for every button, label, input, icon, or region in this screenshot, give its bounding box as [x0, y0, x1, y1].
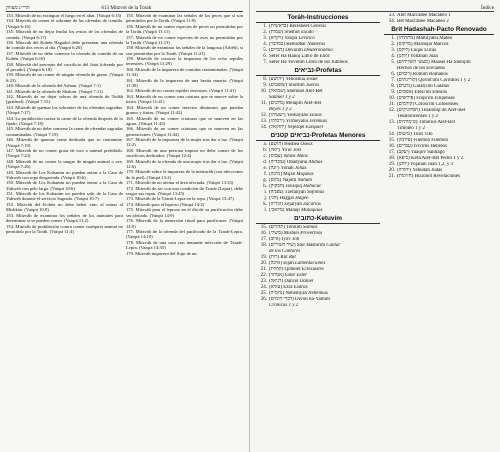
entry-number: 9. [263, 83, 267, 88]
entry-hebrew-name: (אסתר) Ester [269, 273, 297, 278]
entry-number: 20. [260, 261, 267, 266]
entry-number: 18. [388, 156, 395, 161]
mitzvot-column-1 [6, 13, 123, 448]
entry-spanish-name: Amós [296, 154, 308, 159]
entry-spanish-name: Lamentaciones [295, 261, 326, 266]
entry-hebrew-name: (איכה) Eijáh [269, 261, 296, 266]
entry-spanish-name: Miqueas [296, 172, 314, 177]
entry-text: (מתתיהו) Mattityahu Mateo [397, 36, 453, 41]
mitzvah-entry: 159. Mitzváh de conocer la impureza de los ocho reptiles terrestres. (Vaiqrá 11:29) [126, 56, 243, 67]
entry-text: Timoteo 1 y 2 [397, 126, 426, 131]
entry-hebrew-name: (יהושע) Yehoshúa [269, 77, 307, 82]
entry-number: e. [263, 166, 267, 171]
mitzvah-entry: 172. Mitzváh de ser con una condición de Tzarát (Lepra), debe rasgar sus ropas. (Vaiqrá 13:45) [126, 185, 243, 196]
entry-spanish-name: Daniel [299, 279, 314, 284]
entry-number: 17. [260, 237, 267, 242]
entry-number: 10. [260, 89, 267, 94]
entry-spanish-name: Zacarías [303, 202, 321, 207]
entry-number: 21. [260, 267, 267, 272]
mitzvah-entry: 147. Mitzváh de no comer grasa de toro o animal prohibido. (Vaiqrá 7:23) [6, 148, 123, 159]
entry-spanish-name: Samuel 1 y 2 [269, 95, 295, 100]
entry-text: (יוחנן) Yojanan Juan 1,2, y 3 [397, 162, 454, 167]
entry-hebrew-name: (משלי) Mishlei [269, 231, 301, 236]
left-header-title: 613 Mitzvot de la Torah [101, 5, 152, 11]
entry-number: 25. [260, 291, 267, 296]
entry-spanish-name: Deuteronomio [304, 48, 333, 53]
entry-number: 22. [260, 273, 267, 278]
entry-text: (פיליפים) Filipi'im Filipenses [397, 96, 455, 101]
mitzvah-entry: 142. Mitzváh de no dejar sobras de una ofrenda de Todáh (gratitud). (Vaiqrá 7:15) [6, 94, 123, 105]
entry-text: (קורינתים) Qorint'imi Corintios 1 y 2 [397, 78, 471, 83]
entry-number: 4. [263, 42, 267, 47]
entry-hebrew-name: (נחום) Najúm [269, 178, 298, 183]
entry-text: (גלטים) Galati'imi Gálatas [397, 84, 450, 89]
mitzvah-entry: 140. Mitzváh de la ofrenda del Asham. (Vaiqrá 7:1) [6, 83, 101, 89]
entry-hebrew-name: (עמוס) Amós [269, 154, 297, 159]
entry-hebrew-name: (יונה) Yonáh [269, 166, 295, 171]
entry-spanish-name: Cantar [326, 243, 341, 248]
mitzvah-entry: 137. Mitzváh de no debe comerse la ofrenda de comida de un Kohén. (Vaiqrá 6:16) [6, 50, 123, 62]
entry-text [269, 60, 380, 66]
index-entry [384, 19, 494, 25]
entry-hebrew-name: (ישעיהו) Yeshayahu [269, 113, 310, 118]
entry-number: 19. [260, 255, 267, 260]
entry-number: 17. [388, 150, 395, 155]
entry-number: 34. [388, 19, 395, 24]
mitzvah-entry: 163. Mitzváh de no comer una criatura que se mueve sobre la tierra. (Vaiqrá 11:41) [126, 93, 243, 105]
entry-number: j. [264, 196, 267, 201]
entry-number: 12. [260, 113, 267, 118]
entry-spanish-name: Nahúm [297, 178, 312, 183]
entry-number: 16. [388, 144, 395, 149]
entry-hebrew-name: (מלאכי) Malaqi [269, 208, 302, 213]
entry-hebrew-name: (חבקוק) Javaquq [269, 184, 304, 189]
entry-hebrew-name: (עזרא) Ezrá [269, 285, 294, 290]
mitzvah-entry: 171. Mitzváh de no afeitar el área afectada. (Vaiqrá 13:33) [126, 180, 234, 186]
entry-number: 23. [260, 279, 267, 284]
entry-number: a. [263, 142, 267, 147]
entry-hebrew-name: (הושע) Hoshea [269, 142, 301, 147]
mitzvah-entry: 134. Mitzváh de comer el sobrante de las ofrendas de comida. (Vaiqrá 6:16) [6, 18, 123, 29]
mitzvah-entry: 156. Mitzváh de no comer especies de peces no permitidas por la Toráh. (Vaiqrá 11:11) [126, 23, 243, 35]
index-entry [256, 125, 380, 131]
mitzvah-entry: 174. Mitzváh para el leproso (Vaiqrá 14:2) [126, 201, 205, 207]
entry-spanish-name: Sofonías [307, 190, 325, 195]
entry-text: (תסלוניקים) Tesalonqi'im Alef-Bet [397, 108, 466, 113]
entry-hebrew-name: (שופטים) Shoftím [269, 83, 306, 88]
mitzvah-entry: 148. Mitzváh de no comer la sangre de ningún animal o ave. (Vaiqrá 7:26) [6, 158, 123, 170]
entry-text: (לוקס) Luqas Lucas [397, 48, 437, 53]
mitzvah-entry: 173. Mitzváh de la Tzarát-Lepra en la ropa. (Vaiqrá 13:47) [126, 196, 234, 202]
mitzvah-entry: 164. Mitzváh de no comer insectos diminutos que puedan granos y frutas. (Vaiqrá 11:42) [126, 104, 243, 116]
entry-text: Tesalonicenses 1 y 2 [397, 114, 439, 119]
entry-spanish-name: Números [307, 42, 326, 47]
section-title: נביאים קטנים-Profetas Menores [256, 132, 380, 141]
entry-spanish-name: Hageo [295, 196, 309, 201]
entry-number: d. [263, 160, 267, 165]
entry-spanish-name: Malaquías [301, 208, 323, 213]
entry-number: g. [263, 178, 267, 183]
index-entry [256, 60, 380, 66]
entry-text: (עברים) Ivri'ims Hebreos [397, 144, 447, 149]
index-entry [256, 208, 380, 214]
entry-hebrew-name: (רות) Rút [269, 255, 289, 260]
entry-number: f. [264, 172, 267, 177]
entry-number: 14. [388, 132, 395, 137]
mitzvah-entry: 143. Mitzváh de quemar los sobrantes de las ofrendas sagradas. (Vaiqrá 7:17) [6, 104, 123, 116]
mitzvot-column-2 [126, 13, 243, 448]
entry-number: 9. [391, 90, 395, 95]
entry-spanish-name: Abdías [308, 160, 323, 165]
entry-number: k. [263, 202, 267, 207]
mitzvah-entry: 157. Mitzváh de no comer especies de aves no permitidas por la Toráh. (Vaiqrá 11:13) [126, 34, 243, 45]
mitzvah-entry: 160. Mitzváh de la impureza de comidas contaminadas. (Vaiqrá 11:34) [126, 66, 243, 78]
entry-spanish-name: Reyes 1 y 2 [269, 107, 292, 112]
mitzvah-entry: 175. Mitzváh para el leproso en el día de su purificación debe ser afeitado. (Vaiqrá 14:9) [126, 207, 243, 218]
entry-number: 15. [388, 138, 395, 143]
entry-spanish-name: Ezequiel [305, 125, 324, 130]
entry-text [269, 125, 380, 131]
mitzvah-entry: 167. Mitzváh de la impureza de la mujer tras dar a luz. (Vaiqrá 12:2) [126, 137, 243, 148]
index-title: Índice [481, 5, 494, 11]
entry-spanish-name: Oseas [300, 142, 313, 147]
entry-text: (יעקב) Yaaqov Santiago [397, 150, 445, 155]
entry-number: 2. [391, 42, 395, 47]
entry-hebrew-name: (איוב) Iyov [269, 237, 293, 242]
left-header-hebrew: תרי״ג מצוות [6, 5, 30, 11]
entry-number: 8. [391, 84, 395, 89]
entry-hebrew-name: (זכריה) Zejaryah [269, 202, 304, 207]
entry-number: 12. [388, 108, 395, 113]
entry-number: 21. [388, 174, 395, 179]
entry-text: (רומים) Romim Romanos [397, 72, 448, 77]
entry-number: 5. [391, 60, 395, 65]
index-entry [384, 174, 494, 180]
entry-number: 24. [260, 285, 267, 290]
mitzvah-entry: 135. Mitzváh de no dejar leudar los restos de las ofrendas de comida. (Vaiqrá 6:17) [6, 29, 123, 40]
index-column-1 [256, 13, 380, 448]
entry-number: l. [264, 208, 267, 213]
mitzvah-entry: 153. Mitzváh de examinar los señales de los animales para determinar si se pueden comer. (Vaiqrá 11:2) [6, 212, 123, 224]
entry-number: 2. [263, 30, 267, 35]
entry-number: 15. [260, 225, 267, 230]
entry-spanish-name: Joel [292, 148, 302, 153]
entry-hebrew-name: (יואל) Yo'el [269, 148, 293, 153]
mitzvah-entry: 136. Mitzváh del Kohén Hagadol debe presentar una ofrenda de comida dos veces al día. (Vaiqrá 6:20) [6, 40, 123, 51]
entry-number: 4. [391, 54, 395, 59]
entry-spanish-name: Jonás [294, 166, 307, 171]
entry-number: h. [263, 184, 267, 189]
entry-spanish-name: Jueces [305, 83, 320, 88]
entry-hebrew-name: (שמות) Shemot [269, 30, 301, 35]
right-page [250, 0, 500, 452]
entry-number: 13. [260, 119, 267, 124]
entry-spanish-name: Ester [296, 273, 308, 278]
entry-hebrew-name: (בראשית) Beresheet [269, 24, 311, 29]
entry-hebrew-name: (במדבר) Bemidbar [269, 42, 308, 47]
mitzvah-entry: 139. Mitzváh de no comer de ningún ofrenda de grano. (Vaiqrá 6:23) [6, 72, 123, 83]
entry-text: (טימותיוס) Timotios Alef-Bet [397, 120, 455, 125]
entry-spanish-name: Jeremías [309, 119, 328, 124]
entry-spanish-name: Rut [288, 255, 296, 260]
entry-text: (חזיונות) Hizionot Revelaciones [397, 174, 460, 179]
entry-text: (מעשי השליחים) Maasei Ha Shelijim [397, 60, 471, 65]
entry-hebrew-name: (מלכים) Melajím Alef-Bet [269, 101, 322, 106]
mitzvah-entry: 150. Mitzváh de Los Kohanim no pueden entrar a la Casa de Yahweh con pelo largo. (Vaiqrá 10:6) [6, 180, 123, 191]
entry-number: 3. [263, 36, 267, 41]
entry-spanish-name: Isaías [309, 113, 322, 118]
entry-text: Alef Maccabee Macabeo 1 [397, 13, 451, 18]
entry-spanish-name: Habacuc [303, 184, 322, 189]
mitzvah-entry: 144. La prohibición contra la carne de la ofrenda después de lo fijado. (Vaiqrá 7:18) [6, 115, 123, 126]
entry-text: (טיטוס) Titos Tito [397, 132, 433, 137]
entry-number: 11. [388, 102, 395, 107]
entry-hebrew-name: (קהלת) Qohelet [269, 267, 302, 272]
entry-number: 20. [388, 168, 395, 173]
brit-hadashah-list [384, 36, 494, 180]
entry-text: Bet Maccabee Macabeo 2 [397, 19, 449, 24]
entry-number: 1. [391, 36, 395, 41]
entry-text: (כיפא) Kefa Alef-Bet Pedro 1 y 2 [397, 156, 464, 161]
entry-number: 14. [260, 125, 267, 130]
right-running-head [256, 2, 494, 12]
entry-spanish-name: Salmos [303, 225, 318, 230]
mitzvah-entry: 146. Mitzváh de quemar carne dedicada que se contamine. (Vaiqrá 7:19) [6, 137, 123, 148]
entry-hebrew-name: (שיר השירים) Shir Hashirím [269, 243, 327, 248]
entry-spanish-name: Proverbios [300, 231, 323, 236]
entry-text [269, 208, 380, 214]
index-entry [256, 303, 380, 309]
entry-number: c. [263, 154, 267, 159]
mitzvah-entry: 149. Mitzváh de Los Kohanim no pueden entrar a la Casa de Yahweh con ropa desgarrada. (Vaiqrá 10:6) [6, 169, 123, 180]
entry-hebrew-name: (עובדיה) Obadyahu [269, 160, 309, 165]
entry-hebrew-name: (דניאל) Dani'el [269, 279, 300, 284]
mitzvah-entry: 152. Mitzváh del Kohén no debe beber vino al entrar al Mishkán. (Vaiqrá 10:9) [6, 201, 123, 213]
entry-number: b. [263, 148, 267, 153]
index-column-2 [384, 13, 494, 448]
mitzvah-entry: 158. Mitzváh de examinar las señales de la langosta (Arbéh), si son permitidas por la Toráh. (Vaiqrá 11:21) [126, 45, 243, 56]
entry-text: (יהודה) Yehudáh Judas [397, 168, 443, 173]
section-title-brit-hadashah: Brit Hadashah-Pacto Renovado [384, 26, 494, 35]
mitzvah-entry: 154. Mitzváh de prohibición contra comer cualquier animal no permitido por la Toráh. (Vaiqrá 11:4) [6, 223, 123, 234]
entry-spanish-name: Crónicas 1 y 2 [269, 303, 299, 308]
entry-text: (אפסים) Efesi'im Efesios [397, 90, 447, 95]
entry-number: 5. [263, 48, 267, 53]
mitzvah-entry: 162. Mitzváh de no comer reptiles terrestres. (Vaiqrá 11:41) [126, 88, 236, 94]
mitzvah-entry: 151. Mitzváh de los Kohanim no pueden salir de la Casa de Yahweh durante el servicio Sagrado. (Vaiqrá 10:7) [6, 191, 123, 202]
entry-spanish-name: Josué [306, 77, 318, 82]
entry-text: (יוחנן) Yohanán Juan [397, 54, 439, 59]
entry-hebrew-name: (שמואל) Shemuel Alef-Bet [269, 89, 323, 94]
entry-hebrew-name: (דברי הימים) Divrei ha-Yamim [269, 297, 330, 302]
mitzvah-entry: 178. Mitzváh de una casa con inmunda infección de Tzarát-Lepra. (Vaiqrá 14:35) [126, 239, 243, 251]
entry-text: (מרקוס) Mardojai Marcos [397, 42, 449, 47]
mitzvot-columns [6, 13, 243, 448]
entry-spanish-name: Nehemías [308, 291, 328, 296]
entry-number: 3. [391, 48, 395, 53]
mitzvah-entry: 133. Mitzváh de no extinguir el fuego en el altar. (Vaiqrá 6:13) [6, 13, 122, 18]
section-title: כתובים-Ketuvím [256, 215, 380, 224]
entry-number: 16. [260, 231, 267, 236]
entry-hebrew-name: (חגי) Haggai [269, 196, 296, 201]
mitzvah-entry: 141. Mitzváh de la ofrenda de Shalom. (Vaiqrá 7:11) [6, 88, 103, 94]
entry-number: 7. [263, 60, 267, 65]
entry-spanish-name: Génesis [310, 24, 327, 29]
mitzvah-entry: 168. Mitzváh de una persona impura no debe comer de los sacrificios dedicados. (Vaiqrá 12:4) [126, 147, 243, 159]
entry-spanish-name: Eclesiastés [301, 267, 324, 272]
entry-number: 6. [391, 72, 395, 77]
entry-hebrew-name: (מיכה) Mijáh [269, 172, 297, 177]
entry-hebrew-name: (נחמיה) Nehemyah [269, 291, 309, 296]
mitzvah-entry: 155. Mitzváh de examinar las señales de los peces que sí son permitidos por la Toráh. (Vaiqrá 11:9) [126, 13, 243, 24]
macabeos-list [384, 13, 494, 25]
entry-number [256, 303, 269, 309]
mitzvah-entry: 179. Mitzváh impureza del flujo de un [126, 250, 197, 256]
entry-number: 7. [391, 78, 395, 83]
entry-number: i. [264, 190, 267, 195]
entry-spanish-name: Esdras [293, 285, 308, 290]
mitzvah-entry: 165. Mitzváh de no comer criaturas que se mueven en las aguas. (Vaiqrá 11:43) [126, 115, 243, 126]
entry-number: 18. [260, 243, 267, 248]
entry-spanish-name: Job [292, 237, 300, 242]
entry-number: 33. [388, 13, 395, 18]
left-running-head [6, 2, 243, 12]
entry-number: 26. [260, 297, 267, 302]
mitzvah-entry: 138. Mitzváh del precepto del sacrificio del Jatat (ofrenda por el pecado). (Vaiqrá 6:18) [6, 61, 123, 72]
mitzvah-entry: 169. Mitzváh de la ofrenda de una mujer tras dar a luz. (Vaiqrá 12:6) [126, 158, 243, 169]
entry-number: 8. [263, 77, 267, 82]
entry-number: 6. [263, 54, 267, 59]
entry-hebrew-name: (יחזקאל) Yejezqel [269, 125, 306, 130]
entry-number: 10. [388, 96, 395, 101]
entry-number: 13. [388, 120, 395, 125]
mitzvah-entry: 176. Mitzváh de la inmersión ritual para purificarse. (Vaiqrá 14:9) [126, 218, 243, 229]
entry-number: 19. [388, 162, 395, 167]
entry-hebrew-name: (תהלים) Tehilím [269, 225, 304, 230]
section-title: Toráh-Instrucciones [256, 14, 380, 23]
entry-number: 11. [260, 101, 267, 106]
entry-hebrew-name: (ויקרא) Vaiqrá [269, 36, 299, 41]
entry-hebrew-name: Sefer Ha Hanoj Libro de Enoc [269, 54, 330, 59]
mitzvah-entry: 161. Mitzváh de la impureza de una bestia muerta. (Vaiqrá 11:39) [126, 77, 243, 88]
entry-text: Hechos de los Enviados [397, 66, 445, 71]
entry-spanish-name: de los Cantares [269, 249, 301, 254]
entry-text [269, 303, 380, 309]
entry-number: 1. [263, 24, 267, 29]
mitzvah-entry: 166. Mitzváh de no comer criaturas que se mueven en las generaciones. (Vaiqrá 11:44) [126, 126, 243, 137]
entry-hebrew-name: Sefer Ha Yovelim Libro de los Jubileos [269, 60, 348, 65]
mitzvah-entry: 177. Mitzváh de la ofrenda del purificado de la Tzarát-Lepra. (Vaiqrá 14:10) [126, 229, 243, 240]
entry-text: (פילמון) Filemón Filemón [397, 138, 448, 143]
entry-spanish-name: Levítico [298, 36, 315, 41]
entry-hebrew-name: (ירמיהו) Yirmeyahu [269, 119, 310, 124]
entry-hebrew-name: (דברים) Devarim [269, 48, 305, 53]
section-title: נביאים-Profetas [256, 67, 380, 76]
entry-hebrew-name: (צפניה) Tzefanyáh [269, 190, 307, 195]
entry-text: (קולסים) Colosi'im Colosenses [397, 102, 459, 107]
mitzvah-entry: 170. Mitzváh sobre la impureza de la metzoráh (con afecciones de la piel). (Vaiqrá 13:2) [126, 169, 243, 180]
mitzvah-entry: 145. Mitzváh de no debe comerse la carne de ofrendas sagradas contaminadas. (Vaiqrá 7:19) [6, 126, 123, 137]
entry-spanish-name: Éxodo [300, 30, 314, 35]
